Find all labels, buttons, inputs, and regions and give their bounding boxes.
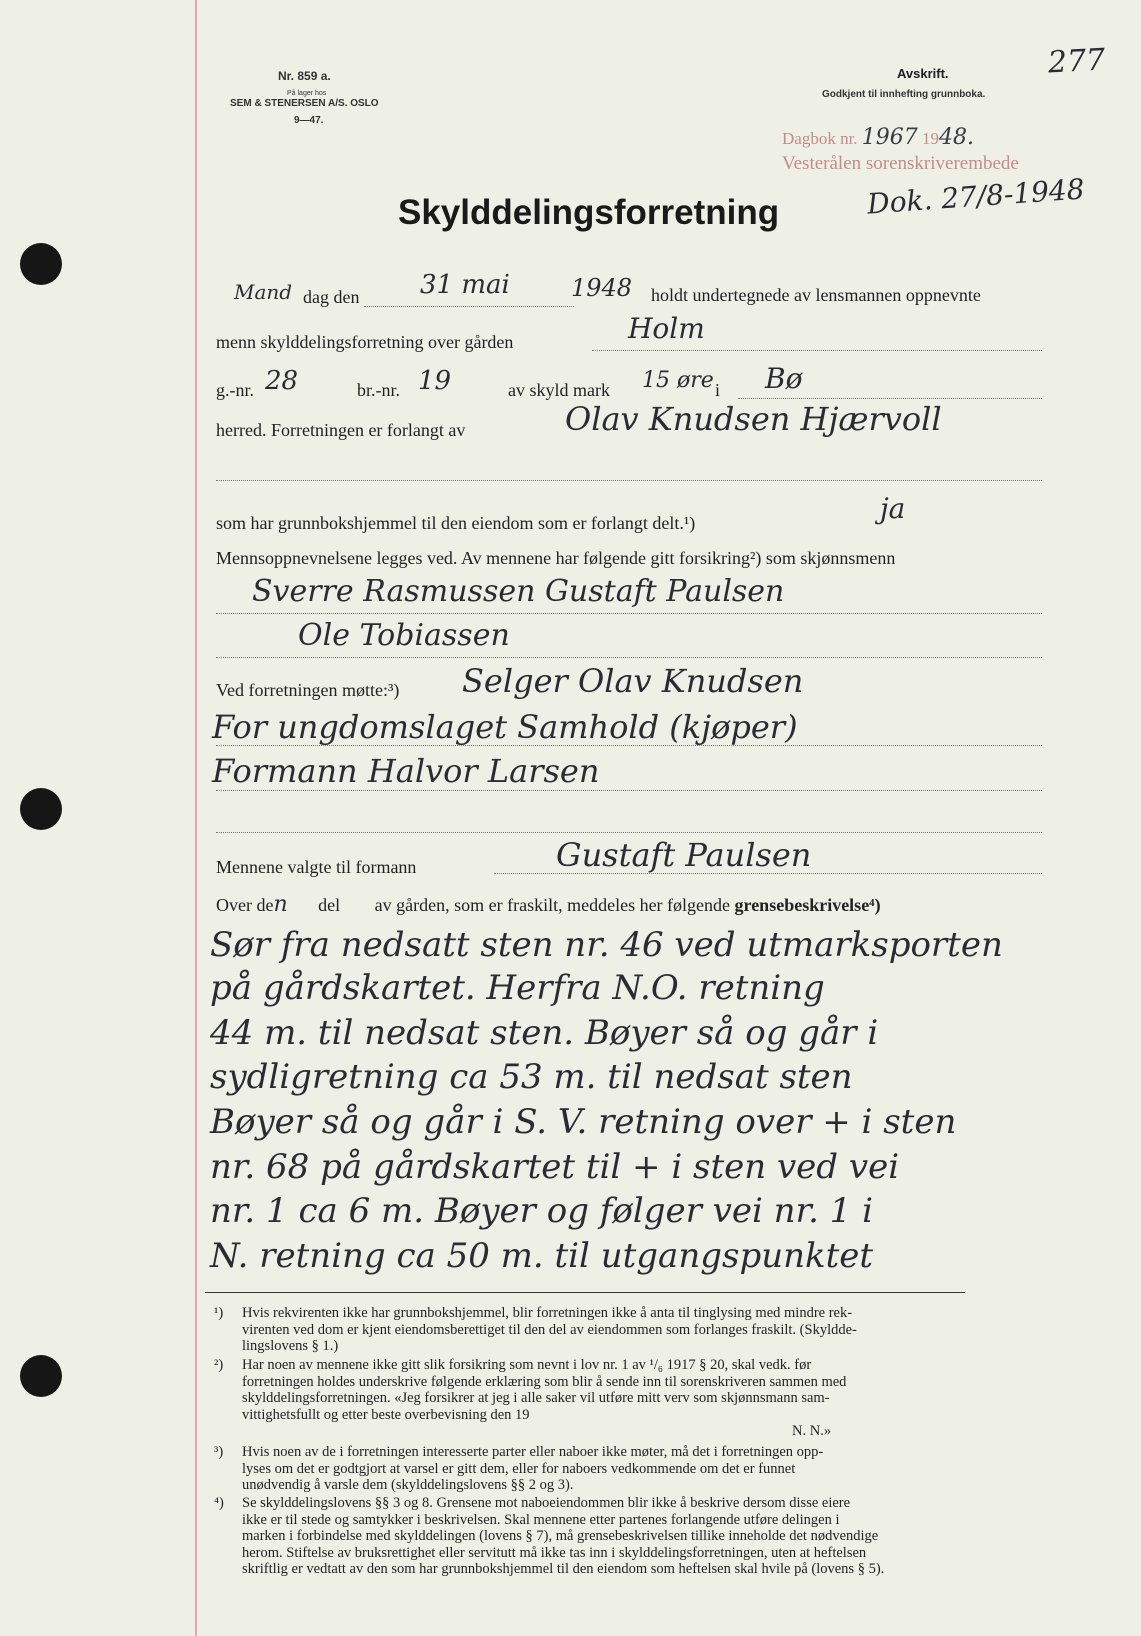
footnote-4: ⁴) Se skylddelingslovens §§ 3 og 8. Grensene mot naboeiendommen blir ikke å beskrive dersom disse eiere ikke er til stede og samtykker i beskrivelsen. Skal mennene etter partenes forlangende utføre delingen i marken i forbindelse med skylddelingen (lovens § 7), må grensebeskrivelsen tillike inneholde det nødvendige herom. Stiftelse av bruksrettighet eller servitutt må ikke tas inn i skylddelingsforretningen, uten at heftelsen skriftlig er vedtatt av den som har grunnbokshjemmel til den eiendom som heftelsen skal hvile på (lovens § 5). [214,1495,885,1577]
herred-handwritten: Bø [765,362,803,395]
footnote-3: ³) Hvis noen av de i forretningen interesserte parter eller naboer ikke møter, må det i forretningen opp- lyses om det er godtgjort at varsel er gitt dem, eller for naboers vedkommende om det er funnet unødvendig å varsle dem (skylddelingslovens §§ 2 og 3). [214,1444,824,1493]
gnr-handwritten: 28 [265,366,299,396]
boundary-label: Over den del av gården, som er fraskilt, meddeles her følgende grensebeskrivelse⁴) [216,892,881,917]
dotted-line [216,790,1042,791]
dotted-line [592,350,1042,351]
i-label: i [715,380,721,400]
dotted-line [216,613,1042,614]
hjemmel-label: som har grunnbokshjemmel til den eiendom som er forlangt delt.¹) [216,513,696,533]
weekday-handwritten: Mand [234,280,293,304]
hjemmel-handwritten: ja [880,492,906,525]
chair-handwritten: Gustaft Paulsen [556,836,812,874]
requester-handwritten: Olav Knudsen Hjærvoll [565,400,942,438]
dotted-line [216,832,1042,833]
folio-number: 277 [1047,42,1107,81]
printer-name: SEM & STENERSEN A/S. OSLO [230,98,379,109]
footnote-2: ²) Har noen av mennene ikke gitt slik forsikring som nevnt i lov nr. 1 av ¹/₆ 1917 § 20, skal vedk. før forretningen holdes underskrive følgende erklæring som blir å sende inn til sorenskriveren sammen med skylddelingsforretningen. «Jeg forsikrer at jeg i alle saker vil utføre mitt verv som skjønnsmann sam- vittighetsfullt og etter beste overbevisning den 19 N. N.» [214,1357,847,1439]
office-stamp: Vesterålen sorenskriverembede [782,153,1019,174]
boundary-line-handwritten: nr. 1 ca 6 m. Bøyer og følger vei nr. 1 i [210,1191,873,1231]
printer-date: 9—47. [294,115,324,126]
punch-hole [20,1355,62,1397]
registration-date: Dok. 27/8-1948 [866,172,1086,221]
attendee-handwritten: Selger Olav Knudsen [462,662,804,700]
boundary-line-handwritten: N. retning ca 50 m. til utgangspunktet [210,1236,874,1276]
dotted-line [364,306,574,307]
dotted-line [738,398,1042,399]
gnr-label: g.-nr. [216,380,254,400]
footnote-separator [205,1292,965,1293]
page-title: Skylddelingsforretning [398,193,780,232]
attendee-handwritten: For ungdomslaget Samhold (kjøper) [212,708,798,746]
attendee-handwritten: Formann Halvor Larsen [212,752,600,790]
bnr-handwritten: 19 [418,366,452,396]
chair-label: Mennene valgte til formann [216,857,417,877]
printer-line: På lager hos [287,90,327,97]
dotted-line [216,745,1042,746]
punch-hole [20,243,62,285]
dotted-line [494,873,1042,874]
avskrift-label: Avskrift. [897,66,949,81]
punch-hole [20,788,62,830]
men-handwritten: Sverre Rasmussen Gustaft Paulsen [252,574,785,609]
forsikring-label: Mennsoppnevnelsene legges ved. Av mennene har følgende gitt forsikring²) som skjønnsmenn [216,548,896,568]
men-handwritten: Ole Tobiassen [298,618,510,653]
skyld-label: av skyld mark [508,380,610,400]
footnote-1: ¹) Hvis rekvirenten ikke har grunnbokshjemmel, blir forretningen ikke å anta til tinglysing med mindre rek- virenten ved dom er kjent eiendomsberettiget til den del av eiendommen som forlanges fraskilt. (Skyldde- lingslovens § 1.) [214,1305,857,1354]
form-number: Nr. 859 a. [278,69,331,83]
held-label: holdt undertegnede av lensmannen oppnevnte [651,285,981,305]
boundary-line-handwritten: Bøyer så og går i S. V. retning over + i sten [210,1102,957,1142]
boundary-line-handwritten: nr. 68 på gårdskartet til + i sten ved vei [210,1147,900,1187]
year-handwritten: 1948 [571,274,633,302]
dagbok-stamp: Dagbok nr. 1967 1948. [782,125,975,150]
boundary-line-handwritten: sydligretning ca 53 m. til nedsat sten [210,1057,853,1097]
farm-handwritten: Holm [628,312,705,345]
boundary-line-handwritten: på gårdskartet. Herfra N.O. retning [210,968,825,1008]
dotted-line [216,480,1042,481]
skyld-handwritten: 15 øre [642,368,714,393]
bnr-label: br.-nr. [357,380,400,400]
dotted-line [216,657,1042,658]
godkjent-label: Godkjent til innhefting grunnboka. [822,89,986,100]
red-margin-line [195,0,197,1636]
attendees-label: Ved forretningen møtte:³) [216,680,400,700]
farm-label: menn skylddelingsforretning over gården [216,332,514,352]
date-handwritten: 31 mai [420,270,510,300]
boundary-line-handwritten: Sør fra nedsatt sten nr. 46 ved utmarksporten [210,925,1003,965]
boundary-line-handwritten: 44 m. til nedsat sten. Bøyer så og går i [210,1013,879,1053]
date-label: dag den [303,287,360,307]
requester-label: herred. Forretningen er forlangt av [216,420,466,440]
